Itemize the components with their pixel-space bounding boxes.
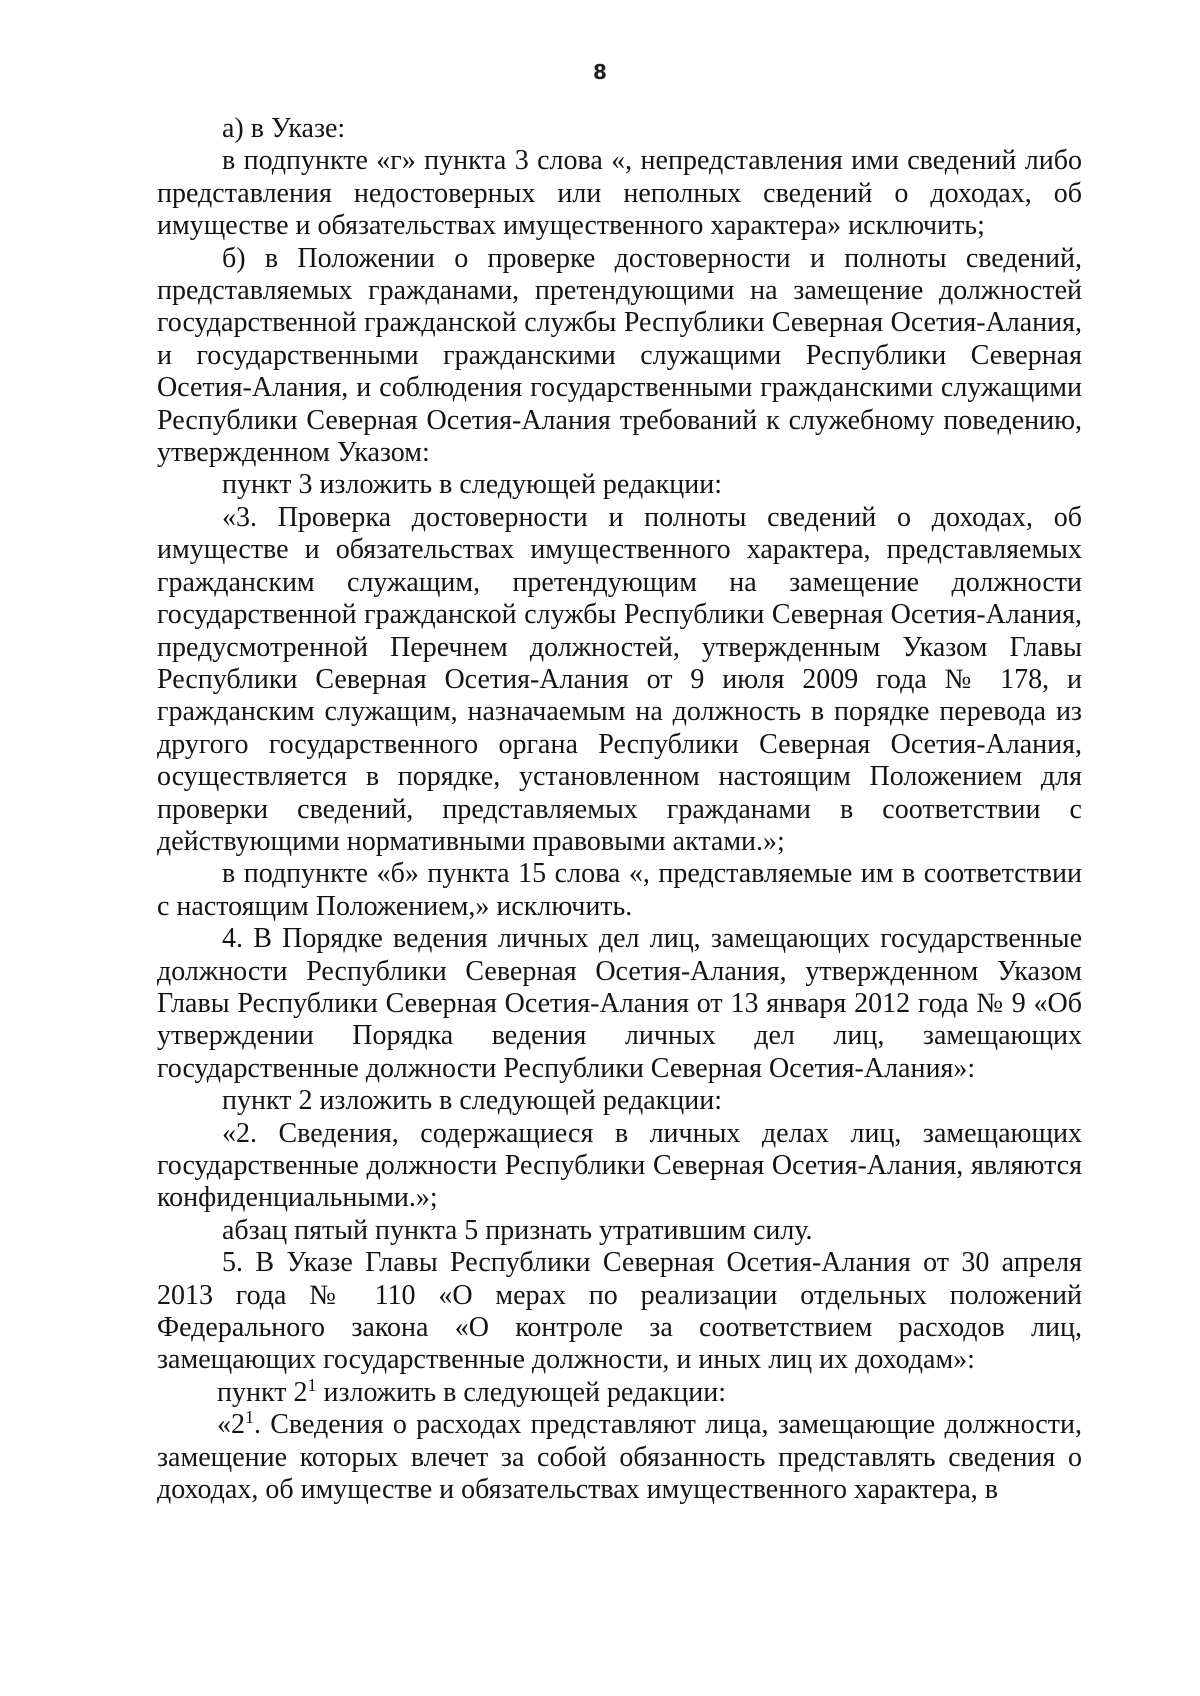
paragraph: в подпункте «б» пункта 15 слова «, представляемые им в соответствии с настоящим Положением,» исключить.: [157, 858, 1082, 922]
paragraph: б) в Положении о проверке достоверности и полноты сведений, представляемых гражданами, претендующими на замещение должностей государственной гражданской службы Республики Северная Осетия-Алания, и государственными гражданскими служащими Республики Северная Осетия-Алания, и соблюдения государственными гражданскими служащими Республики Северная Осетия-Алания требований к служебному поведению, утвержденном Указом:: [157, 242, 1082, 469]
paragraph: 4. В Порядке ведения личных дел лиц, замещающих государственные должности Республики Северная Осетия-Алания, утвержденном Указом Главы Республики Северная Осетия-Алания от 13 января 2012 года № 9 «Об утверждении Порядка ведения личных дел лиц, замещающих государственные должности Республики Северная Осетия-Алания»:: [157, 923, 1082, 1084]
paragraph: пункт 2 изложить в следующей редакции:: [222, 1085, 722, 1117]
paragraph: «2. Сведения, содержащиеся в личных делах лиц, замещающих государственные должности Республики Северная Осетия-Алания, являются конфиденциальными.»;: [157, 1117, 1082, 1214]
paragraph-text: «2: [217, 1409, 245, 1441]
superscript: 1: [307, 1374, 317, 1395]
paragraph: абзац пятый пункта 5 признать утратившим силу.: [222, 1214, 813, 1246]
paragraph-text: . Сведения о расходах представляют лица, замещающие должности, замещение которых влечет за собой обязанность представлять сведения о доходах, об имуществе и обязательствах имущественного характера, в: [157, 1409, 1082, 1506]
paragraph: а) в Указе:: [222, 113, 346, 144]
page-number: 8: [593, 60, 607, 84]
paragraph: [157, 1409, 1082, 1506]
paragraph: в подпункте «г» пункта 3 слова «, непредставления ими сведений либо представления недостоверных или неполных сведений о доходах, об имуществе и обязательствах имущественного характера» исключить;: [157, 145, 1082, 242]
paragraph: 5. В Указе Главы Республики Северная Осетия-Алания от 30 апреля 2013 года № 110 «О мерах по реализации отдельных положений Федерального закона «О контроле за соответствием расходов лиц, замещающих государственные должности, и иных лиц их доходам»:: [157, 1247, 1082, 1376]
paragraph-text: пункт 2: [217, 1376, 308, 1408]
superscript: 1: [245, 1407, 254, 1428]
paragraph: пункт 3 изложить в следующей редакции:: [222, 469, 722, 501]
paragraph: «3. Проверка достоверности и полноты сведений о доходах, об имуществе и обязательствах имущественного характера, представляемых гражданским служащим, претендующим на замещение должности государственной гражданской службы Республики Северная Осетия-Алания, предусмотренной Перечнем должностей, утвержденным Указом Главы Республики Северная Осетия-Алания от 9 июля 2009 года № 178, и гражданским служащим, назначаемым на должность в порядке перевода из другого государственного органа Республики Северная Осетия-Алания, осуществляется в порядке, установленном настоящим Положением для проверки сведений, представляемых гражданами в соответствии с действующими нормативными правовыми актами.»;: [157, 501, 1082, 857]
paragraph-text: изложить в следующей редакции:: [316, 1376, 726, 1408]
paragraph: [157, 1374, 1082, 1409]
document-body: [157, 113, 1082, 1506]
